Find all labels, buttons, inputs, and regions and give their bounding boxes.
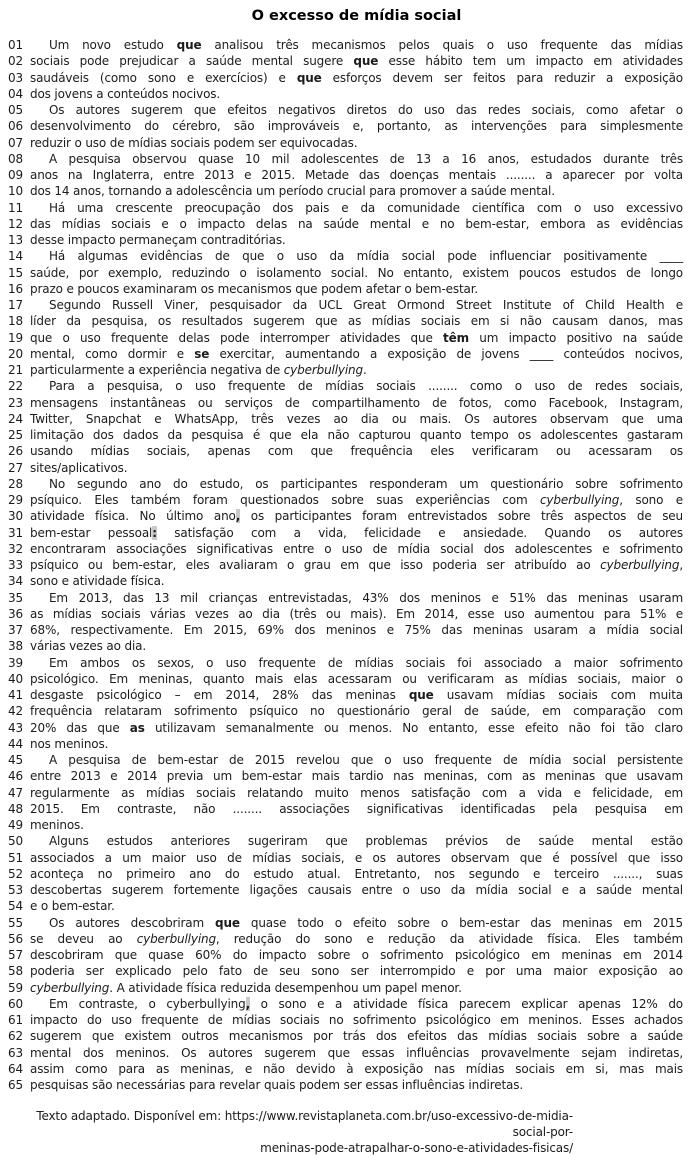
line-number: 29 — [8, 493, 23, 507]
line-text: A pesquisa de bem-estar de 2015 revelou que o uso frequente de mídia social persistente — [49, 753, 683, 767]
line-text: anos na Inglaterra, entre 2013 e 2015. Metade das doenças mentais ........ a aparecer por volta — [30, 168, 683, 182]
text-line — [8, 200, 683, 216]
line-text: que o uso frequente delas pode interromper atividades que têm um impacto positivo na saúde — [30, 330, 684, 345]
text-line — [8, 720, 683, 736]
line-number: 57 — [8, 948, 23, 962]
text-line — [8, 216, 683, 232]
line-number: 59 — [8, 980, 23, 995]
text-line — [8, 476, 683, 492]
line-number: 17 — [8, 298, 23, 312]
line-text: mental dos meninos. Os autores sugerem que essas influências provavelmente sejam indiretas, — [30, 1045, 683, 1060]
line-number: 39 — [8, 655, 23, 670]
line-number: 07 — [8, 135, 23, 150]
line-text: regularmente as mídias sociais relatando muito menos satisfação com a vida e felicidade, em — [30, 785, 683, 800]
text-line — [8, 232, 683, 248]
text-line — [8, 606, 683, 622]
line-text: Em 2013, das 13 mil crianças entrevistadas, 43% dos meninos e 51% das meninas usaram — [49, 590, 683, 605]
line-number: 21 — [8, 363, 23, 377]
line-number: 49 — [8, 818, 23, 832]
line-number: 47 — [8, 785, 23, 800]
text-line — [8, 801, 683, 817]
line-text: associados a um maior uso de mídias sociais, e os autores observam que é possível que isso — [30, 850, 683, 865]
line-number: 14 — [8, 249, 23, 264]
line-text: dos jovens a conteúdos nocivos. — [30, 86, 221, 101]
line-text: Em ambos os sexos, o uso frequente de mídias sociais foi associado a maior sofrimento — [49, 655, 683, 670]
text-line — [8, 86, 683, 102]
text-line — [8, 541, 683, 557]
line-number: 37 — [8, 623, 23, 637]
line-text: descobriram que quase 60% do impacto sobre o sofrimento psicológico em meninas em 2014 — [30, 948, 683, 962]
line-number: 43 — [8, 720, 23, 735]
line-number: 04 — [8, 86, 23, 101]
line-text: desgaste psicológico – em 2014, 28% das meninas que usavam mídias sociais com muita — [30, 688, 683, 702]
line-text: 20% das que as utilizavam semanalmente ou menos. No entanto, esse efeito não foi tão claro — [30, 720, 683, 735]
line-number: 56 — [8, 931, 23, 946]
line-number: 52 — [8, 866, 23, 881]
line-number: 55 — [8, 915, 23, 930]
text-line — [8, 460, 683, 476]
text-line — [8, 313, 683, 329]
line-text: desenvolvimento do cérebro, são improváveis e, portanto, as intervenções para simplesmente — [30, 119, 683, 134]
line-text: se deveu ao cyberbullying, redução do sono e redução da atividade física. Eles também — [30, 931, 683, 946]
line-number: 32 — [8, 541, 23, 556]
line-number: 03 — [8, 70, 23, 85]
text-line — [8, 443, 683, 459]
line-text: encontraram associações significativas entre o uso de mídia social dos adolescentes e sofrimento — [30, 541, 683, 556]
line-number: 33 — [8, 558, 23, 572]
line-text: saudáveis (como sono e exercícios) e que esforços devem ser feitos para reduzir a exposição — [30, 70, 683, 85]
line-text: nos meninos. — [30, 736, 109, 751]
line-number: 45 — [8, 753, 23, 767]
line-number: 16 — [8, 281, 23, 296]
line-text: Para a pesquisa, o uso frequente de mídias sociais ........ como o uso de redes sociais, — [49, 379, 683, 394]
line-text: mental, como dormir e se exercitar, aumentando a exposição de jovens ____ conteúdos nocivos, — [30, 346, 684, 361]
line-number: 30 — [8, 509, 23, 524]
line-number: 15 — [8, 265, 23, 280]
text-line — [8, 963, 683, 979]
line-number: 20 — [8, 346, 23, 361]
line-text: Os autores sugerem que efeitos negativos diretos do uso das redes sociais, como afetar o — [49, 103, 683, 117]
text-line — [8, 1028, 683, 1044]
line-number: 19 — [8, 330, 23, 345]
text-line — [8, 785, 683, 801]
text-line — [8, 37, 683, 53]
text-line — [8, 1045, 683, 1061]
line-text: Há uma crescente preocupação dos pais e da comunidade científica com o uso excessivo — [49, 200, 683, 215]
line-number: 31 — [8, 525, 23, 540]
text-line — [8, 135, 683, 151]
line-text: psíquico ou bem-estar, eles avaliaram o grau em que isso poderia ser atribuído ao cyberbullying, — [30, 558, 683, 572]
line-number: 12 — [8, 216, 23, 231]
text-line — [8, 508, 683, 524]
line-text: A pesquisa observou quase 10 mil adolescentes de 13 a 16 anos, estudados durante três — [49, 151, 683, 166]
line-text: entre 2013 e 2014 previa um bem-estar mais tardio nas meninas, com as meninas que usavam — [30, 769, 683, 784]
line-text: cyberbullying. A atividade física reduzida desempenhou um papel menor. — [30, 980, 462, 995]
text-line — [8, 183, 683, 199]
line-number: 23 — [8, 395, 23, 410]
line-text: Os autores descobriram que quase todo o efeito sobre o bem-estar das meninas em 2015 — [49, 915, 683, 930]
line-number: 40 — [8, 671, 23, 686]
text-line — [8, 395, 683, 411]
text-line — [8, 151, 683, 167]
text-line — [8, 362, 683, 378]
line-text: as mídias sociais várias vezes ao dia (três ou mais). Em 2014, esse uso aumentou para 51% e — [30, 606, 683, 621]
line-text: várias vezes ao dia. — [30, 639, 147, 654]
line-text: assim como para as meninas, e não devido à exposição nas mídias sociais em si, mas mais — [30, 1061, 683, 1076]
text-line — [8, 671, 683, 687]
text-line — [8, 330, 683, 346]
line-number: 05 — [8, 103, 23, 117]
line-number: 08 — [8, 151, 23, 166]
line-number: 11 — [8, 200, 23, 215]
text-line — [8, 248, 683, 264]
text-line — [8, 427, 683, 443]
text-line — [8, 850, 683, 866]
line-text: Um novo estudo que analisou três mecanismos pelos quais o uso frequente das mídias — [49, 38, 683, 52]
text-line — [8, 525, 683, 541]
text-line — [8, 118, 683, 134]
line-text: desse impacto permaneçam contraditórias. — [30, 233, 286, 247]
text-line — [8, 297, 683, 313]
line-text: prazo e poucos examinaram os mecanismos que podem afetar o bem-estar. — [30, 281, 479, 296]
line-text: 2015. Em contraste, não ........ associações significativas identificadas pela pesquisa em — [30, 801, 683, 816]
text-line — [8, 833, 683, 849]
text-line — [8, 53, 683, 69]
line-number: 42 — [8, 704, 23, 719]
line-number: 38 — [8, 639, 23, 654]
text-line — [8, 167, 683, 183]
text-line — [8, 866, 683, 882]
line-number: 61 — [8, 1013, 23, 1027]
line-number: 58 — [8, 964, 23, 979]
line-text: frequência relataram sofrimento psíquico no questionário geral de saúde, em comparação com — [30, 704, 683, 719]
line-text: poderia ser explicado pelo fato de seu sono ser interrompido e por uma maior exposição ao — [30, 964, 683, 979]
line-number: 13 — [8, 233, 23, 247]
line-text: atividade física. No último ano, os participantes foram entrevistados sobre três aspectos de seu — [30, 509, 683, 524]
line-number: 10 — [8, 184, 23, 199]
highlighted-punctuation: , — [235, 509, 241, 524]
line-text: descobertas sugerem fortemente ligações causais entre o uso da mídia social e a saúde mental — [30, 883, 683, 897]
line-number: 48 — [8, 801, 23, 816]
line-text: psíquico. Eles também foram questionados sobre suas experiências com cyberbullying, sono e — [30, 493, 683, 507]
text-line — [8, 265, 683, 281]
line-number: 06 — [8, 119, 23, 134]
line-number: 60 — [8, 996, 23, 1011]
line-number: 27 — [8, 460, 23, 475]
line-text: Alguns estudos anteriores sugeriram que problemas prévios de saúde mental estão — [49, 834, 683, 849]
source-citation — [0, 1108, 698, 1156]
highlighted-punctuation: : — [152, 525, 157, 540]
line-text: psicológico. Em meninas, quanto mais elas acessaram ou verificaram as mídias sociais, maior o — [30, 671, 683, 686]
line-number: 46 — [8, 769, 23, 784]
line-number: 62 — [8, 1029, 23, 1044]
text-line — [8, 752, 683, 768]
text-line — [8, 102, 683, 118]
line-text: Twitter, Snapchat e WhatsApp, três vezes ao dia ou mais. Os autores observam que uma — [30, 411, 683, 426]
line-text: das mídias sociais e o impacto delas na saúde mental e no bem-estar, embora as evidências — [30, 216, 683, 231]
line-text: 68%, respectivamente. Em 2015, 69% dos meninos e 75% das meninas usaram a mídia social — [30, 623, 683, 637]
line-text: líder da pesquisa, os resultados sugerem que as mídias sociais em si não causam danos, mas — [30, 314, 683, 329]
line-text: sugerem que existem outros mecanismos por trás dos efeitos das mídias sociais sobre a saúde — [30, 1029, 683, 1044]
highlighted-punctuation: , — [245, 996, 251, 1011]
line-number: 53 — [8, 883, 23, 897]
line-text: dos 14 anos, tornando a adolescência um período crucial para promover a saúde mental. — [30, 184, 555, 199]
line-number: 50 — [8, 834, 23, 849]
line-text: sociais pode prejudicar a saúde mental sugere que esse hábito tem um impacto em atividades — [30, 54, 683, 69]
source-citation-line1: Texto adaptado. Disponível em: https://www.revistaplaneta.com.br/uso-excessivo-de-midia-social-por- — [36, 1109, 573, 1140]
text-line — [8, 638, 683, 654]
line-number: 36 — [8, 606, 23, 621]
text-line — [8, 346, 683, 362]
text-line — [8, 557, 683, 573]
text-line — [8, 996, 683, 1012]
text-line — [8, 1077, 683, 1093]
line-number: 02 — [8, 54, 23, 69]
text-line — [8, 931, 683, 947]
page-title: O excesso de mídia social — [251, 8, 462, 24]
text-line — [8, 915, 683, 931]
line-number: 18 — [8, 314, 23, 329]
line-text: impacto do uso frequente de mídias sociais no sofrimento psicológico em meninos. Esses achados — [30, 1013, 683, 1027]
line-number: 09 — [8, 168, 23, 182]
text-body — [0, 37, 698, 1093]
text-line — [8, 70, 683, 86]
text-line — [8, 687, 683, 703]
line-text: meninos. — [30, 818, 84, 832]
text-line — [8, 655, 683, 671]
line-number: 25 — [8, 428, 23, 442]
line-number: 41 — [8, 688, 23, 702]
source-citation-line2: meninas-pode-atrapalhar-o-sono-e-atividades-fisicas/ — [260, 1141, 573, 1156]
line-number: 34 — [8, 574, 23, 589]
text-line — [8, 590, 683, 606]
line-number: 22 — [8, 379, 23, 394]
text-line — [8, 281, 683, 297]
line-number: 51 — [8, 850, 23, 865]
line-number: 28 — [8, 476, 23, 491]
line-text: e o bem-estar. — [30, 899, 115, 914]
line-number: 63 — [8, 1045, 23, 1060]
line-text: sites/aplicativos. — [30, 460, 128, 475]
line-text: limitação dos dados da pesquisa é que ela não capturou quanto tempo os adolescentes gastaram — [30, 428, 683, 442]
line-text: particularmente a experiência negativa de cyberbullying. — [30, 363, 367, 377]
text-line — [8, 378, 683, 394]
line-text: pesquisas são necessárias para revelar quais podem ser essas influências indiretas. — [30, 1078, 523, 1092]
line-text: bem-estar pessoal: satisfação com a vida, felicidade e ansiedade. Quando os autores — [30, 525, 684, 540]
line-text: sono e atividade física. — [30, 574, 165, 589]
text-line — [8, 492, 683, 508]
text-line — [8, 411, 683, 427]
line-text: saúde, por exemplo, reduzindo o isolamento social. No entanto, existem poucos estudos de longo — [30, 265, 683, 280]
text-line — [8, 882, 683, 898]
text-line — [8, 736, 683, 752]
line-text: usando mídias sociais, apenas com que frequência eles verificaram ou acessaram os — [30, 444, 683, 459]
line-number: 24 — [8, 411, 23, 426]
line-text: Em contraste, o cyberbullying, o sono e a atividade física parecem explicar apenas 12% do — [49, 996, 683, 1011]
text-line — [8, 1061, 683, 1077]
line-number: 44 — [8, 736, 23, 751]
line-number: 54 — [8, 899, 23, 914]
line-number: 26 — [8, 444, 23, 459]
text-line — [8, 622, 683, 638]
line-text: mensagens instantâneas ou serviços de compartilhamento de fotos, como Facebook, Instagram, — [30, 395, 683, 410]
text-line — [8, 1012, 683, 1028]
text-line — [8, 573, 683, 589]
text-line — [8, 980, 683, 996]
text-line — [8, 768, 683, 784]
line-text: Há algumas evidências de que o uso da mídia social pode influenciar positivamente ____ — [49, 249, 683, 264]
line-number: 65 — [8, 1078, 23, 1092]
line-number: 64 — [8, 1061, 23, 1076]
text-line — [8, 947, 683, 963]
line-text: aconteça no primeiro ano do estudo atual. Entretanto, nos segundo e terceiro ......., suas — [30, 866, 683, 881]
line-text: No segundo ano do estudo, os participantes responderam um questionário sobre sofrimento — [49, 476, 683, 491]
text-line — [8, 898, 683, 914]
line-number: 01 — [8, 38, 23, 52]
text-line — [8, 703, 683, 719]
line-text: Segundo Russell Viner, pesquisador da UCL Great Ormond Street Institute of Child Health e — [49, 298, 683, 312]
text-line — [8, 817, 683, 833]
line-number: 35 — [8, 590, 23, 605]
line-text: reduzir o uso de mídias sociais podem ser equivocadas. — [30, 135, 358, 150]
